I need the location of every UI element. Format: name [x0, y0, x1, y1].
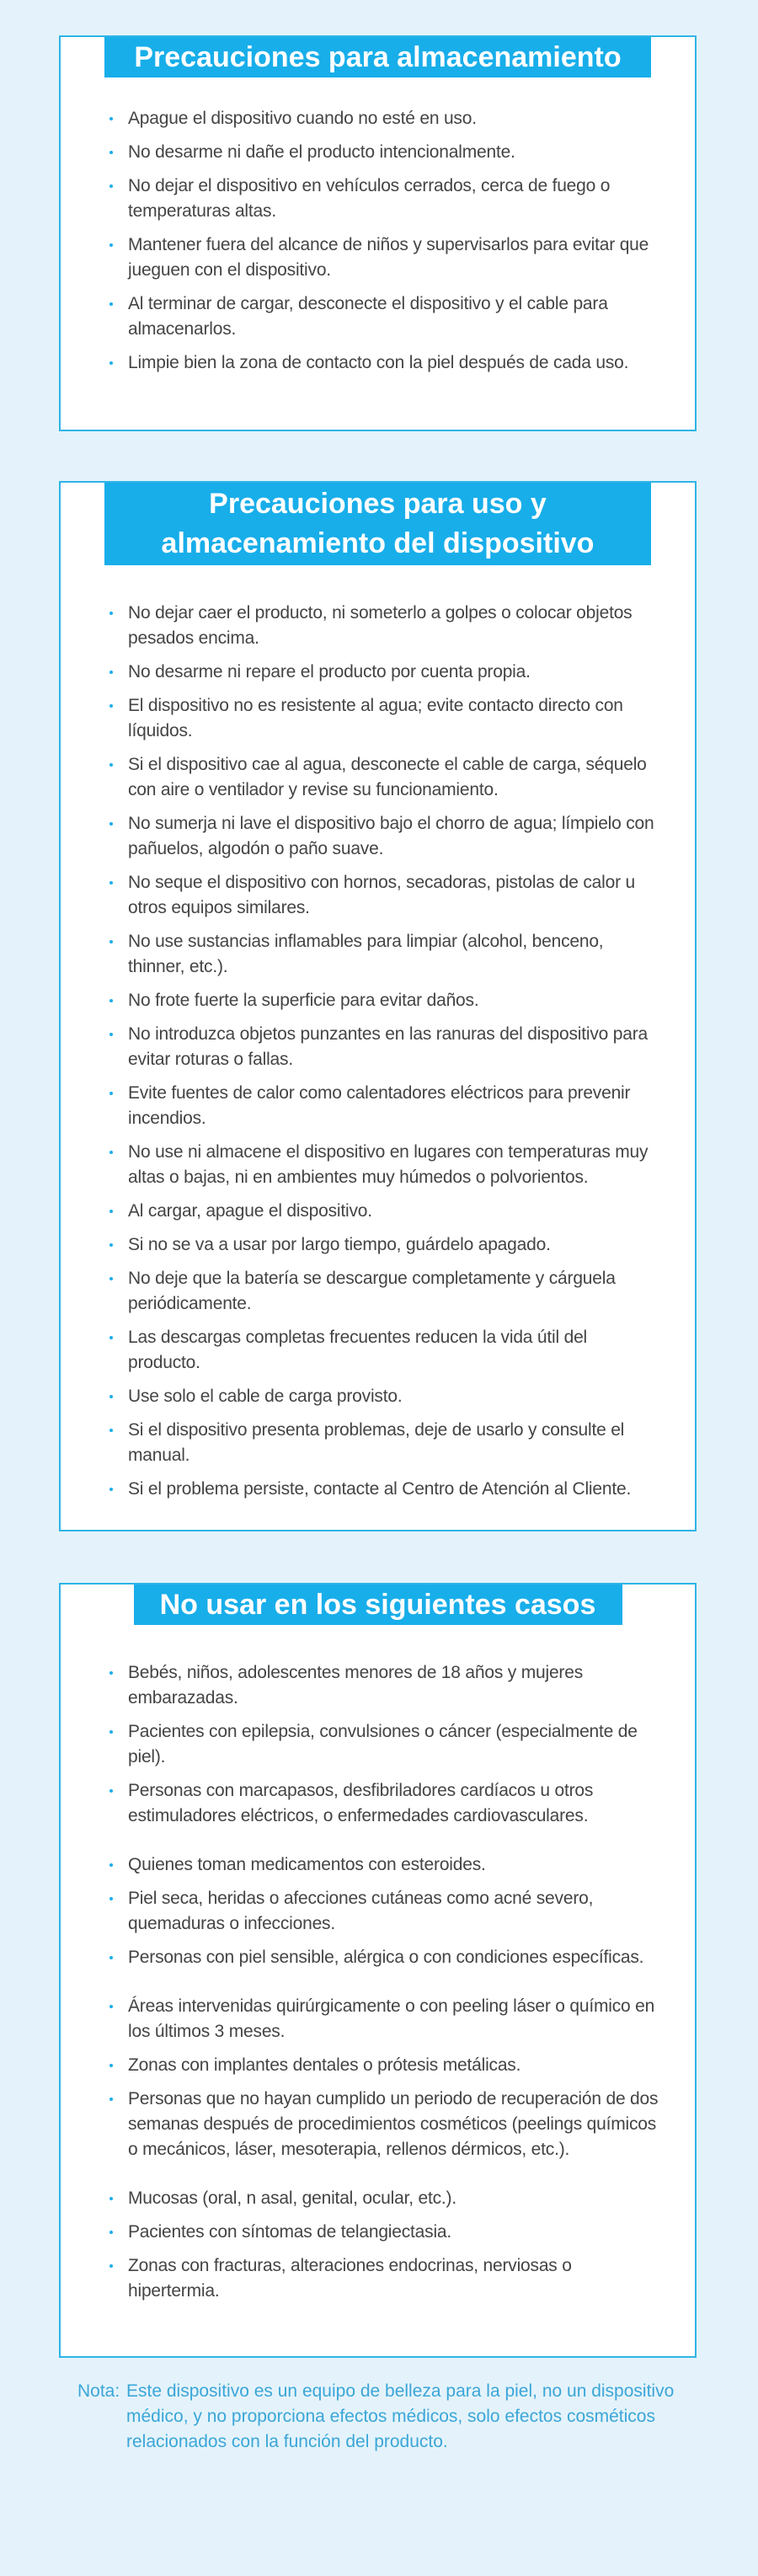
list-item: No dejar el dispositivo en vehículos cerrados, cerca de fuego o temperaturas altas. — [109, 174, 661, 224]
list-item: Personas que no hayan cumplido un periodo de recuperación de dos semanas después de procedimientos cosméticos (peelings químicos o mecánicos, láser, mesoterapia, rellenos dérmicos, etc.). — [109, 2087, 661, 2162]
disclaimer-note — [77, 2379, 701, 2455]
storage-precautions-title: Precauciones para almacenamiento — [104, 37, 651, 77]
list-item: Si no se va a usar por largo tiempo, guárdelo apagado. — [109, 1232, 661, 1258]
list-item: Al terminar de cargar, desconecte el dispositivo y el cable para almacenarlos. — [109, 291, 661, 342]
list-item: Quienes toman medicamentos con esteroides. — [109, 1852, 661, 1878]
list-item: No frote fuerte la superficie para evitar daños. — [109, 988, 661, 1013]
list-item: Personas con marcapasos, desfibriladores cardíacos u otros estimuladores eléctricos, o enfermedades cardiovasculares. — [109, 1778, 661, 1829]
list-item: No desarme ni dañe el producto intencionalmente. — [109, 140, 661, 165]
list-item: No use ni almacene el dispositivo en lugares con temperaturas muy altas o bajas, ni en ambientes muy húmedos o polvorientos. — [109, 1140, 661, 1190]
list-item: No introduzca objetos punzantes en las ranuras del dispositivo para evitar roturas o fallas. — [109, 1022, 661, 1072]
list-item: Las descargas completas frecuentes reducen la vida útil del producto. — [109, 1325, 661, 1376]
list-item: Pacientes con síntomas de telangiectasia. — [109, 2220, 661, 2245]
list-item: Bebés, niños, adolescentes menores de 18 años y mujeres embarazadas. — [109, 1660, 661, 1711]
note-label: Nota: — [77, 2381, 120, 2401]
list-item: Piel seca, heridas o afecciones cutáneas como acné severo, quemaduras o infecciones. — [109, 1886, 661, 1937]
storage-precautions-list — [61, 77, 695, 376]
contraindications-list-group-1 — [61, 1625, 695, 1829]
list-item: Si el dispositivo presenta problemas, deje de usarlo y consulte el manual. — [109, 1418, 661, 1468]
list-item: Evite fuentes de calor como calentadores eléctricos para prevenir incendios. — [109, 1081, 661, 1131]
list-item: No desarme ni repare el producto por cuenta propia. — [109, 660, 661, 685]
note-text: Este dispositivo es un equipo de belleza para la piel, no un dispositivo médico, y no proporciona efectos médicos, solo efectos cosméticos relacionados con la función del producto. — [126, 2381, 675, 2451]
list-item: Limpie bien la zona de contacto con la piel después de cada uso. — [109, 350, 661, 376]
contraindications-list-group-3 — [61, 1979, 695, 2162]
list-item: Al cargar, apague el dispositivo. — [109, 1199, 661, 1224]
use-storage-precautions-card — [59, 481, 697, 1531]
contraindications-list-group-4 — [61, 2171, 695, 2304]
contraindications-card — [59, 1583, 697, 2358]
use-storage-precautions-list — [61, 565, 695, 1502]
list-item: No dejar caer el producto, ni someterlo a golpes o colocar objetos pesados encima. — [109, 601, 661, 651]
list-item: Zonas con implantes dentales o prótesis metálicas. — [109, 2053, 661, 2078]
contraindications-list-group-2 — [61, 1837, 695, 1970]
list-item: El dispositivo no es resistente al agua; evite contacto directo con líquidos. — [109, 693, 661, 744]
list-item: Use solo el cable de carga provisto. — [109, 1384, 661, 1409]
list-item: Personas con piel sensible, alérgica o con condiciones específicas. — [109, 1945, 661, 1970]
list-item: Si el problema persiste, contacte al Centro de Atención al Cliente. — [109, 1477, 661, 1502]
list-item: Mucosas (oral, n asal, genital, ocular, etc.). — [109, 2186, 661, 2211]
list-item: Apague el dispositivo cuando no esté en uso. — [109, 106, 661, 131]
list-item: No seque el dispositivo con hornos, secadoras, pistolas de calor u otros equipos similares. — [109, 870, 661, 921]
list-item: Si el dispositivo cae al agua, desconecte el cable de carga, séquelo con aire o ventilador y revise su funcionamiento. — [109, 752, 661, 803]
list-item: No sumerja ni lave el dispositivo bajo el chorro de agua; límpielo con pañuelos, algodón o paño suave. — [109, 811, 661, 862]
list-item: Zonas con fracturas, alteraciones endocrinas, nerviosas o hipertermia. — [109, 2253, 661, 2304]
list-item: Áreas intervenidas quirúrgicamente o con peeling láser o químico en los últimos 3 meses. — [109, 1994, 661, 2044]
list-item: Pacientes con epilepsia, convulsiones o cáncer (especialmente de piel). — [109, 1719, 661, 1770]
storage-precautions-card — [59, 35, 697, 431]
contraindications-title: No usar en los siguientes casos — [134, 1585, 622, 1625]
use-storage-precautions-title: Precauciones para uso y almacenamiento del dispositivo — [104, 483, 651, 565]
list-item: No deje que la batería se descargue completamente y cárguela periódicamente. — [109, 1266, 661, 1317]
list-item: No use sustancias inflamables para limpiar (alcohol, benceno, thinner, etc.). — [109, 929, 661, 980]
list-item: Mantener fuera del alcance de niños y supervisarlos para evitar que jueguen con el dispositivo. — [109, 232, 661, 283]
